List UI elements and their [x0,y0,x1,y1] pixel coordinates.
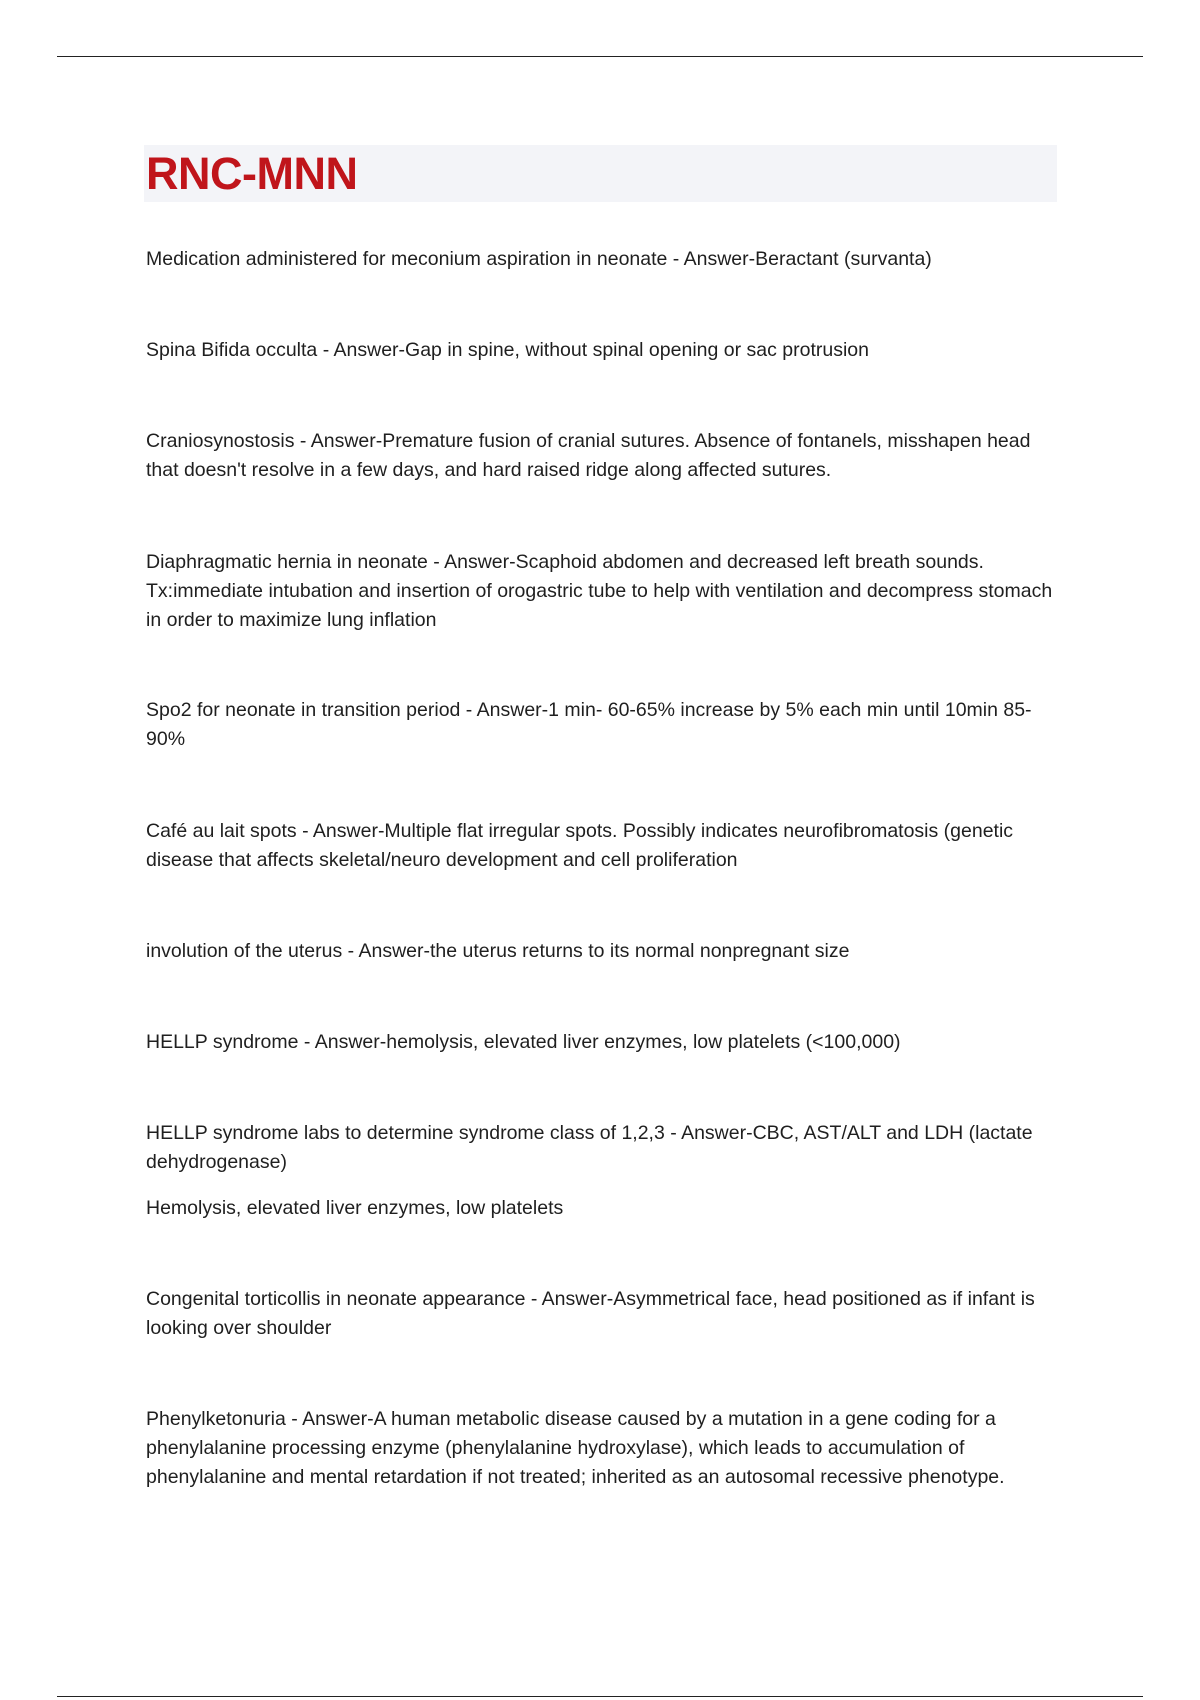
qa-entry: Medication administered for meconium aspiration in neonate - Answer-Beractant (survanta) [146,248,932,270]
qa-entry: Phenylketonuria - Answer-A human metabolic disease caused by a mutation in a gene coding for a phenylalanine processing enzyme (phenylalanine hydroxylase), which leads to accumulation of phenylalanine and mental retardation if not treated; inherited as an autosomal recessive phenotype. [146,1408,1005,1488]
qa-entry: HELLP syndrome - Answer-hemolysis, elevated liver enzymes, low platelets (<100,000) [146,1031,901,1053]
qa-entry-continuation: Hemolysis, elevated liver enzymes, low platelets [146,1197,564,1219]
qa-entry: involution of the uterus - Answer-the uterus returns to its normal nonpregnant size [146,940,850,962]
document-title: RNC-MNN [146,148,358,199]
qa-entry: HELLP syndrome labs to determine syndrome class of 1,2,3 - Answer-CBC, AST/ALT and LDH (lactate dehydrogenase) [146,1122,1033,1173]
bottom-rule [57,1696,1143,1697]
qa-entry: Craniosynostosis - Answer-Premature fusion of cranial sutures. Absence of fontanels, misshapen head that doesn't resolve in a few days, and hard raised ridge along affected sutures. [146,430,1031,481]
top-rule [57,56,1143,57]
qa-entry: Spina Bifida occulta - Answer-Gap in spine, without spinal opening or sac protrusion [146,339,869,361]
qa-entry: Café au lait spots - Answer-Multiple flat irregular spots. Possibly indicates neurofibromatosis (genetic disease that affects skeletal/neuro development and cell proliferation [146,820,1014,871]
qa-entry: Spo2 for neonate in transition period - Answer-1 min- 60-65% increase by 5% each min until 10min 85-90% [146,699,1032,750]
qa-entry: Diaphragmatic hernia in neonate - Answer-Scaphoid abdomen and decreased left breath sounds. Tx:immediate intubation and insertion of orogastric tube to help with ventilation and decompress stomach in order to maximize lung inflation [146,551,1053,631]
qa-entry: Congenital torticollis in neonate appearance - Answer-Asymmetrical face, head positioned as if infant is looking over shoulder [146,1288,1035,1339]
